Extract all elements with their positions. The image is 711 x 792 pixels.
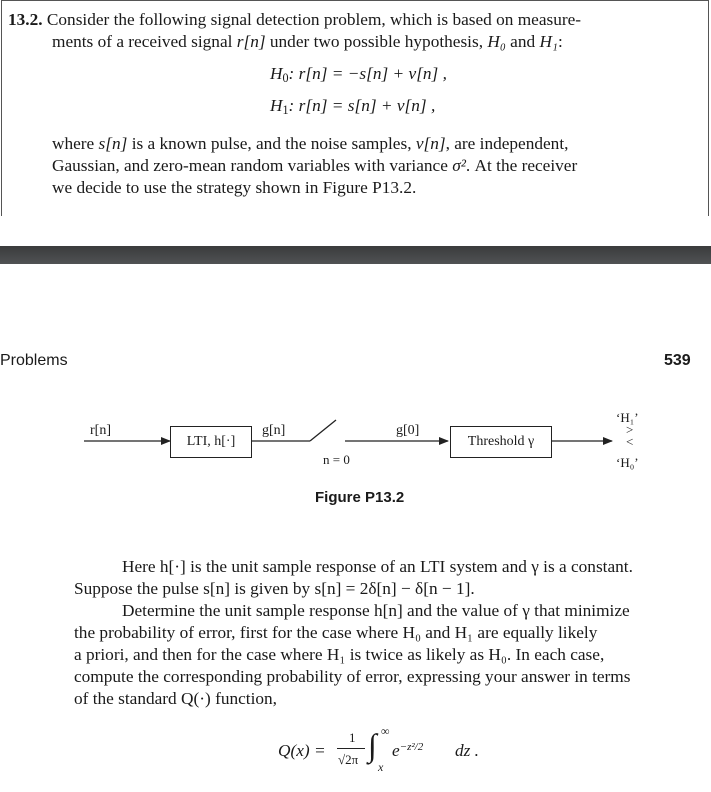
formula-frac-den: √2π xyxy=(338,752,359,767)
body-p2-line5: of the standard Q(·) function, xyxy=(74,689,277,708)
formula-integral: ∫ xyxy=(368,727,377,763)
symbol-sigma2: σ² xyxy=(452,156,466,175)
page-number: 539 xyxy=(664,352,691,369)
formula-lhs-text: Q(x) = xyxy=(278,741,326,760)
body-p2-line2: the probability of error, first for the case where H₀ and H₁ are equally likely xyxy=(74,623,598,642)
symbol-rn: r[n] xyxy=(236,32,266,51)
h0-subscript: 0 xyxy=(282,71,289,86)
decision-greater-sign: > xyxy=(626,422,634,437)
formula-upper-limit: ∞ xyxy=(381,724,390,738)
threshold-box: Threshold γ xyxy=(450,426,552,458)
sample-time-label: n = 0 xyxy=(323,452,350,467)
h1-letter: H xyxy=(270,96,283,115)
formula-exp-base: e xyxy=(392,741,400,760)
decision-less-sign: < xyxy=(626,434,634,449)
where-text-1b: is a known pulse, and the noise samples, xyxy=(127,134,416,153)
lti-box: LTI, h[·] xyxy=(170,426,252,458)
h0-equation: : r[n] = −s[n] + v[n] , xyxy=(288,64,447,83)
where-text-2b: . At the receiver xyxy=(465,156,578,175)
header-section: Problems xyxy=(0,352,68,369)
intro-text-2c: and xyxy=(505,32,540,51)
formula-lower-limit: x xyxy=(378,760,384,774)
where-text-1c: , are independent, xyxy=(445,134,569,153)
h0-letter: H xyxy=(270,64,283,83)
g-signal-label: g[n] xyxy=(262,423,286,438)
where-line-3: we decide to use the strategy shown in Figure P13.2. xyxy=(52,178,417,197)
symbol-vn: v[n] xyxy=(415,134,446,153)
where-text-1a: where xyxy=(52,134,99,153)
formula-dz xyxy=(455,741,479,761)
intro-text-2a: ments of a received signal xyxy=(52,32,237,51)
h1-equation: : r[n] = s[n] + v[n] , xyxy=(288,96,436,115)
formula-lhs xyxy=(278,741,326,761)
body-p2-line4: compute the corresponding probability of error, expressing your answer in terms xyxy=(74,667,631,686)
intro-text-2d: : xyxy=(557,32,563,51)
formula-frac-bar xyxy=(337,748,365,749)
body-p2-line1: Determine the unit sample response h[n] and the value of γ that minimize xyxy=(122,601,630,620)
symbol-h0: H₀ xyxy=(487,32,506,51)
h1-subscript: 1 xyxy=(282,103,289,118)
formula-exponent: −z²/2 xyxy=(399,740,424,753)
symbol-h1: H₁ xyxy=(539,32,558,51)
formula-dz-text: dz . xyxy=(455,741,480,760)
decision-h0-label: ‘H₀’ xyxy=(616,455,639,470)
where-text-2a: Gaussian, and zero-mean random variables with variance xyxy=(52,156,453,175)
body-p2-line3: a priori, and then for the case where H₁ is twice as likely as H₀. In each case, xyxy=(74,645,605,664)
problem-number: 13.2. xyxy=(8,10,43,29)
decision-h1-label: ‘H₁’ xyxy=(616,410,639,425)
body-p1-line2: Suppose the pulse s[n] is given by s[n] = 2δ[n] − δ[n − 1]. xyxy=(74,579,475,598)
body-p1-line1: Here h[·] is the unit sample response of an LTI system and γ is a constant. xyxy=(122,557,633,576)
intro-text-2b: under two possible hypothesis, xyxy=(265,32,488,51)
intro-text-1: Consider the following signal detection problem, which is based on measure- xyxy=(46,10,582,29)
formula-frac-num: 1 xyxy=(349,730,356,745)
formula-integrand xyxy=(392,741,423,761)
figure-caption: Figure P13.2 xyxy=(315,489,405,506)
sampler-switch xyxy=(310,420,336,441)
g0-label: g[0] xyxy=(396,423,420,438)
symbol-sn: s[n] xyxy=(98,134,128,153)
input-label: r[n] xyxy=(90,423,111,438)
